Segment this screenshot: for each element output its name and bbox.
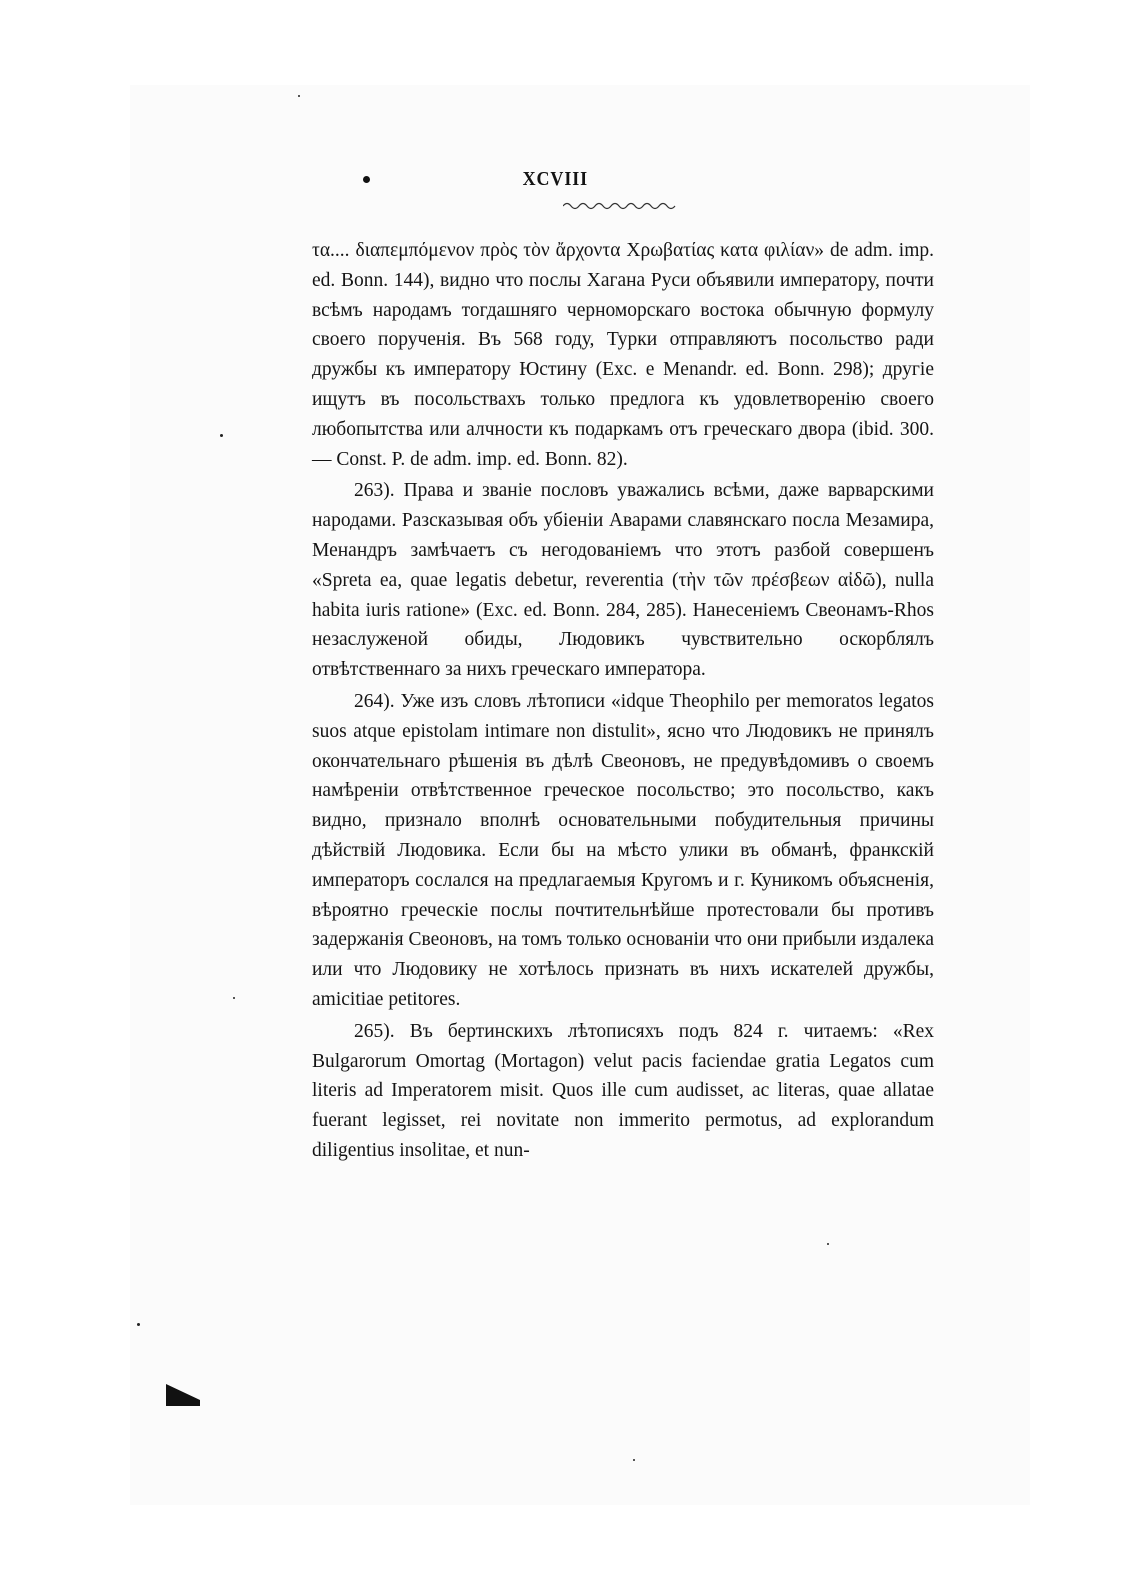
page-header bbox=[0, 168, 1140, 191]
speck bbox=[137, 1323, 140, 1326]
paragraph-continuation: τα.... διαπεμπόμενον πρὸς τὸν ἄρχοντα Χρωβατίας κατα φιλίαν» de adm. imp. ed. Bonn. 144), видно что послы Хагана Руси объявили императору, почти всѣмъ народамъ тогдашняго черноморскаго востока обычную формулу своего порученія. Въ 568 году, Турки отправляютъ посольство ради дружбы къ императору Юстину (Exc. e Menandr. ed. Bonn. 298); другіе ищутъ въ посольствахъ только предлога къ удовлетворенію своего любопытства или алчности къ подаркамъ отъ греческаго двора (ibid. 300. — Const. P. de adm. imp. ed. Bonn. 82). bbox=[312, 240, 934, 470]
edge-mark bbox=[166, 1384, 200, 1406]
page-number: XCVIII bbox=[522, 168, 588, 190]
paragraph-264: 264). Уже изъ словъ лѣтописи «idque Theophilo per memoratos legatos suos atque epistolam intimare non distulit», ясно что Людовикъ не принялъ окончательнаго рѣшенія въ дѣлѣ Свеоновъ, не предувѣдомивъ о своемъ намѣреніи отвѣтственное греческое посольство; это посольство, какъ видно, признало вполнѣ основательными побудительныя причины дѣйствій Людовика. Если бы на мѣсто улики въ обманѣ, франкскій императоръ сослался на предлагаемыя Кругомъ и г. Куникомъ объясненія, вѣроятно греческіе послы почтительнѣйше протестовали бы противъ задержанія Свеоновъ, на томъ только основаніи что они прибыли издалека или что Людовику не хотѣлось признать въ нихъ искателей дружбы, amicitiae petitores. bbox=[312, 690, 934, 1010]
speck bbox=[633, 1459, 635, 1461]
header-ornament bbox=[563, 200, 679, 212]
paragraph-265: 265). Въ бертинскихъ лѣтописяхъ подъ 824 г. читаемъ: «Rex Bulgarorum Omortag (Mortagon) velut pacis faciendae gratia Legatos cum literis ad Imperatorem misit. Quos ille cum audisset, ac literas, quae allatae fuerant legisset, rei novitate non immerito permotus, ad explorandum diligentius insolitae, et nun- bbox=[312, 1020, 934, 1161]
paragraph-263: 263). Права и званіе пословъ уважались всѣми, даже варварскими народами. Разсказывая объ убіеніи Аварами славянскаго посла Мезамира, Менандръ замѣчаетъ съ негодованіемъ что этотъ разбой совершенъ «Spreta ea, quae legatis debetur, reverentia (τὴν τῶν πρέσβεων αἰδῶ), nulla habita iuris ratione» (Exc. ed. Bonn. 284, 285). Нанесеніемъ Свеонамъ-Rhos незаслуженой обиды, Людовикъ чувствительно оскорблялъ отвѣтственнаго за нихъ греческаго императора. bbox=[312, 480, 934, 681]
speck bbox=[220, 434, 223, 437]
speck bbox=[233, 997, 235, 999]
body-text bbox=[312, 236, 934, 1168]
speck bbox=[298, 95, 300, 97]
speck bbox=[827, 1243, 829, 1245]
